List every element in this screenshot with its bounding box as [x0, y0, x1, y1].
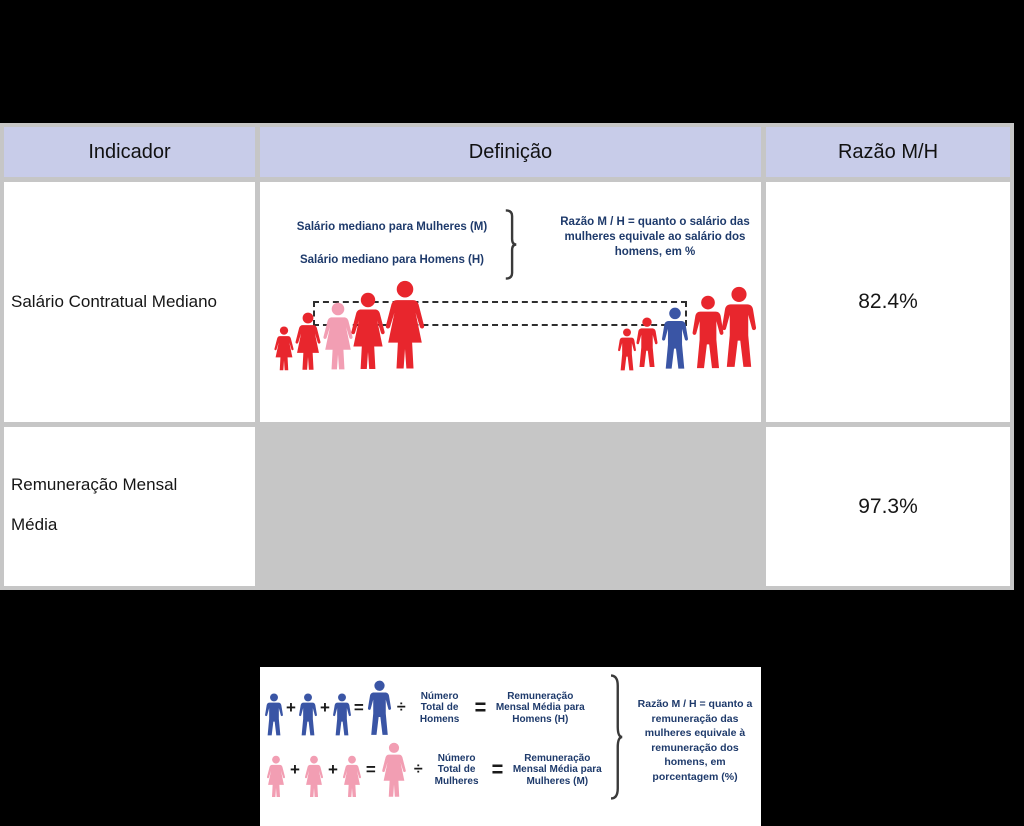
women-divisor-label: Número Total de Mulheres [434, 752, 479, 787]
divide-operator: ÷ [413, 761, 423, 778]
row2-indicator-cell [4, 427, 255, 586]
brace-icon [608, 673, 623, 801]
equals-operator-bold: = [491, 756, 504, 783]
woman-icon [339, 755, 365, 799]
plus-operator: + [327, 760, 338, 779]
row2-ratio-cell [766, 427, 1010, 586]
man-icon-large [365, 680, 394, 737]
header-razao-mh [766, 127, 1010, 177]
row1-ratio-cell [766, 182, 1010, 422]
equals-operator: = [365, 760, 376, 779]
women-result-label: Remuneração Mensal Média para Mulheres (M) [512, 752, 602, 787]
man-icon [297, 693, 319, 737]
row1-numerator: Salário mediano para Mulheres (M) [296, 221, 488, 233]
man-icon [718, 284, 760, 372]
man-icon [331, 693, 353, 737]
row1-definition-cell [260, 182, 761, 422]
header-indicador [4, 127, 255, 177]
row1-indicator-label: Salário Contratual Mediano [11, 292, 218, 311]
brace-icon [503, 209, 517, 280]
row1-fraction [276, 219, 508, 268]
divide-operator: ÷ [396, 699, 406, 716]
row2-definition-cell [260, 667, 761, 826]
row2-indicator-line1: Remuneração Mensal [11, 475, 178, 494]
header-indicador-label: Indicador [88, 140, 171, 163]
woman-icon [376, 280, 434, 372]
men-divisor-label: Número Total de Homens [419, 690, 460, 725]
man-icon [634, 314, 660, 372]
woman-icon-large [377, 742, 411, 799]
row2-ratio-note: Razão M / H = quanto a remuneração das mulheres equivale à remuneração dos homens, em porcentagem (%) [637, 698, 753, 783]
plus-operator: + [286, 698, 296, 717]
header-definicao-label: Definição [468, 140, 553, 163]
woman-icon [301, 755, 327, 799]
women-average-equation [263, 741, 607, 799]
woman-icon [263, 755, 289, 799]
man-icon [263, 693, 285, 737]
indicator-definition-table [0, 123, 1014, 787]
men-average-equation [263, 679, 590, 737]
row1-ratio-note: Razão M / H = quanto o salário das mulheres equivale ao salário dos homens, em % [560, 216, 750, 258]
header-razao-mh-label: Razão M/H [837, 140, 939, 163]
header-definicao [260, 127, 761, 177]
row1-denominator: Salário mediano para Homens (H) [299, 254, 485, 266]
row2-ratio-value: 97.3% [858, 494, 918, 518]
man-icon-median [659, 306, 691, 372]
plus-operator: + [319, 698, 330, 717]
men-result-label: Remuneração Mensal Média para Homens (H) [495, 690, 585, 725]
equals-operator-bold: = [474, 694, 487, 721]
row1-ratio-value: 82.4% [858, 290, 918, 313]
plus-operator: + [290, 760, 300, 779]
row1-indicator-cell [4, 182, 255, 422]
row2-indicator-line2: Média [11, 515, 58, 534]
equals-operator: = [353, 698, 364, 717]
